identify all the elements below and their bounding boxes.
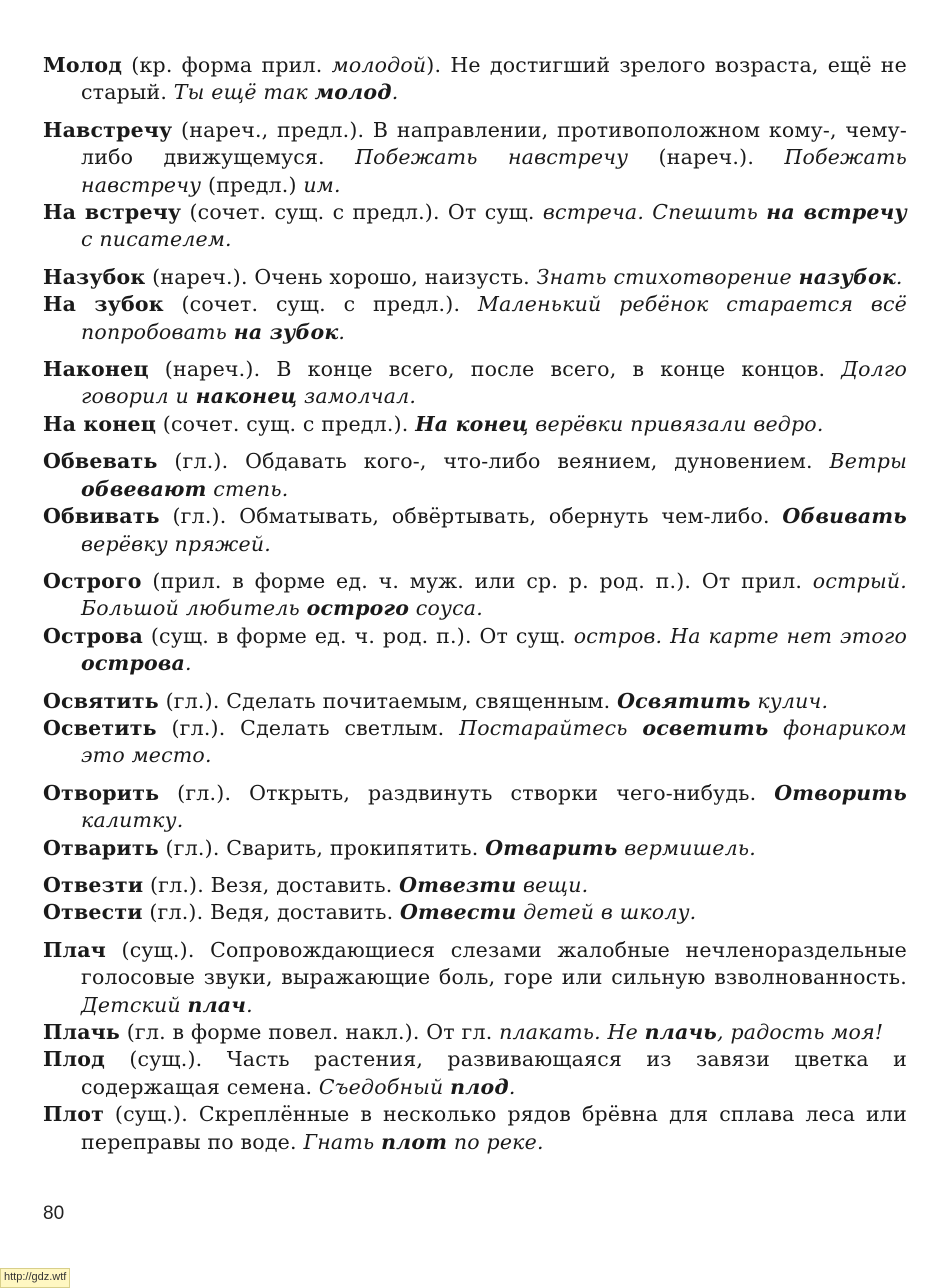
dictionary-entry-ostrova bbox=[43, 623, 907, 678]
entry-definition: (предл.) bbox=[201, 172, 304, 197]
entry-definition: (гл.). Ведя, доставить. bbox=[142, 900, 400, 925]
entry-headword: На встречу bbox=[43, 200, 182, 225]
dictionary-entry-plach-verb bbox=[43, 1019, 907, 1046]
entry-example-emphasis: осветить bbox=[642, 715, 769, 740]
entry-definition: (гл. в форме повел. накл.). От гл. bbox=[120, 1020, 500, 1044]
entry-example-emphasis: наконец bbox=[195, 384, 298, 409]
entry-example: калитку. bbox=[81, 808, 184, 833]
entry-headword: Обвевать bbox=[43, 449, 158, 474]
entry-definition: (сочет. сущ. с предл.). bbox=[163, 292, 478, 317]
entry-example: верёвку пряжей. bbox=[81, 531, 271, 556]
entry-headword: Молод bbox=[43, 53, 123, 77]
entry-example: фонариком это место. bbox=[81, 715, 907, 768]
watermark-link[interactable]: http://gdz.wtf bbox=[0, 1268, 70, 1288]
entry-example: Ветры bbox=[829, 449, 907, 474]
entry-definition: ). Не достигший зрелого возраста, ещё не старый. bbox=[81, 53, 907, 105]
entry-example: Съедобный bbox=[318, 1074, 451, 1099]
entry-headword: Острова bbox=[43, 623, 143, 648]
entry-headword: На зубок bbox=[43, 292, 164, 317]
entry-definition: (гл.). Сделать почитаемым, священным. bbox=[158, 688, 618, 713]
entry-example: . bbox=[895, 264, 903, 289]
entry-example-emphasis: на зубок bbox=[233, 319, 339, 344]
dictionary-entry-osvyatit bbox=[43, 688, 907, 715]
entry-example-emphasis: обвевают bbox=[81, 476, 207, 501]
entry-headword: Отворить bbox=[43, 780, 160, 805]
dictionary-entry-otvarit bbox=[43, 835, 907, 862]
entry-headword: Отвезти bbox=[43, 872, 144, 897]
entry-definition: (гл.). Обдавать кого-, что-либо веянием, дуновением. bbox=[157, 449, 830, 474]
entry-example: молодой bbox=[331, 53, 427, 77]
entry-example: по реке. bbox=[447, 1129, 544, 1154]
entry-headword: Плачь bbox=[43, 1020, 121, 1044]
entry-definition: (нареч.). В конце всего, после всего, в конце концов. bbox=[148, 357, 842, 382]
page-number: 80 bbox=[43, 1203, 65, 1224]
entry-example: , радость моя! bbox=[717, 1020, 884, 1044]
entry-definition: (сущ.). Часть растения, развивающаяся из завязи цветка и содержащая семена. bbox=[81, 1047, 907, 1099]
entry-example: Детский bbox=[81, 992, 188, 1017]
dictionary-entry-otvesti bbox=[43, 899, 907, 926]
entry-headword: Назубок bbox=[43, 264, 146, 289]
entry-definition: (нареч.). bbox=[628, 145, 785, 170]
entry-example-emphasis: Отвести bbox=[400, 900, 517, 925]
entry-example: Знать стихотворение bbox=[536, 264, 799, 289]
entry-definition: (гл.). Сделать светлым. bbox=[156, 715, 460, 740]
entry-example: острый. Большой любитель bbox=[81, 568, 907, 621]
dictionary-entry-osvetit bbox=[43, 715, 907, 770]
entry-example: замолчал. bbox=[297, 384, 417, 409]
entry-example-emphasis: острова bbox=[81, 651, 186, 676]
entry-example-emphasis: плот bbox=[381, 1129, 448, 1154]
entry-example: вещи. bbox=[516, 872, 589, 897]
dictionary-entry-na-zubok bbox=[43, 291, 907, 346]
entry-example: степь. bbox=[206, 476, 289, 501]
entry-example: встреча. Спешить bbox=[542, 200, 767, 225]
entry-example: . bbox=[246, 992, 253, 1017]
entry-definition: (сущ. в форме ед. ч. род. п.). От сущ. bbox=[142, 623, 574, 648]
dictionary-entry-plot bbox=[43, 1101, 907, 1156]
entry-example-emphasis: плачь bbox=[644, 1020, 718, 1044]
entry-example: Постарайтесь bbox=[459, 715, 643, 740]
entry-headword: Обвивать bbox=[43, 504, 160, 529]
entry-example-emphasis: Отвезти bbox=[399, 872, 517, 897]
entry-example: . bbox=[185, 651, 192, 676]
entry-headword: Отварить bbox=[43, 835, 159, 860]
dictionary-entry-plod bbox=[43, 1046, 907, 1101]
entry-example: плакать. Не bbox=[499, 1020, 645, 1044]
entry-definition: (прил. в форме ед. ч. муж. или ср. р. род. п.). От прил. bbox=[141, 568, 813, 593]
entry-example: вермишель. bbox=[617, 835, 756, 860]
entry-example-emphasis: Освятить bbox=[617, 688, 751, 713]
entry-definition: (гл.). Везя, доставить. bbox=[143, 872, 400, 897]
dictionary-entry-na-vstrechu bbox=[43, 199, 907, 254]
entry-example: верёвки привязали ведро. bbox=[528, 411, 824, 436]
dictionary-entry-navstrechu bbox=[43, 117, 907, 199]
entry-definition: (гл.). Обматывать, обвёртывать, обернуть чем-либо. bbox=[159, 504, 783, 529]
entry-example: Гнать bbox=[303, 1129, 382, 1154]
dictionary-entry-ostrogo bbox=[43, 568, 907, 623]
entry-definition: (сущ.). Сопровождающиеся слезами жалобные нечленораздельные голосовые звуки, выражающие боль, горе или сильную взволнованность. bbox=[81, 937, 907, 990]
dictionary-entry-otvezti bbox=[43, 872, 907, 899]
entry-definition: (гл.). Открыть, раздвинуть створки чего-нибудь. bbox=[159, 780, 775, 805]
dictionary-page bbox=[43, 52, 907, 1156]
entry-headword: На конец bbox=[43, 411, 157, 436]
entry-example: Долго говорил и bbox=[81, 357, 907, 409]
entry-example-emphasis: на встречу bbox=[766, 200, 907, 225]
entry-definition: (кр. форма прил. bbox=[122, 53, 332, 77]
entry-example: с писателем. bbox=[81, 227, 232, 252]
entry-definition: (нареч.). Очень хорошо, наизусть. bbox=[145, 264, 537, 289]
entry-example-emphasis: Отворить bbox=[774, 780, 907, 805]
entry-example-emphasis: назубок bbox=[798, 264, 896, 289]
entry-example: Побежать навстречу bbox=[81, 145, 907, 197]
entry-example: Побежать навстречу bbox=[355, 145, 629, 170]
entry-headword: Острого bbox=[43, 568, 142, 593]
entry-example: . bbox=[391, 80, 399, 105]
entry-definition: (гл.). Сварить, прокипятить. bbox=[158, 835, 486, 860]
entry-example-emphasis: Отварить bbox=[485, 835, 618, 860]
entry-headword: Плот bbox=[43, 1102, 104, 1127]
entry-definition: (нареч., предл.). В направлении, противоположном кому-, чему-либо движущемуся. bbox=[81, 117, 907, 170]
entry-definition: (сочет. сущ. с предл.). От сущ. bbox=[181, 200, 543, 225]
entry-headword: Плач bbox=[43, 937, 106, 962]
entry-example-emphasis: плод bbox=[450, 1074, 509, 1099]
entry-example: соуса. bbox=[409, 596, 483, 621]
entry-example-emphasis: плач bbox=[187, 992, 247, 1017]
entry-example-emphasis: острого bbox=[306, 596, 410, 621]
entry-example-emphasis: На конец bbox=[415, 411, 529, 436]
entry-headword: Наконец bbox=[43, 357, 149, 382]
dictionary-entry-obvevat bbox=[43, 448, 907, 503]
dictionary-entry-otvorit bbox=[43, 780, 907, 835]
entry-example-emphasis: молод bbox=[314, 80, 392, 105]
entry-example: . bbox=[508, 1074, 516, 1099]
dictionary-entry-na-konec bbox=[43, 411, 907, 438]
dictionary-entry-plach bbox=[43, 937, 907, 1019]
dictionary-entry-molod bbox=[43, 52, 907, 107]
dictionary-entry-nazubok bbox=[43, 264, 907, 291]
entry-headword: Освятить bbox=[43, 688, 159, 713]
entry-example: Маленький ребёнок старается всё попробовать bbox=[81, 292, 907, 344]
entry-headword: Плод bbox=[43, 1047, 105, 1072]
entry-example: детей в школу. bbox=[516, 900, 697, 925]
entry-example-emphasis: Обвивать bbox=[782, 504, 907, 529]
entry-example: Ты ещё так bbox=[173, 80, 315, 105]
entry-headword: Осветить bbox=[43, 715, 157, 740]
entry-headword: Навстречу bbox=[43, 117, 173, 142]
dictionary-entry-obvivat bbox=[43, 503, 907, 558]
dictionary-entry-nakonec bbox=[43, 356, 907, 411]
entry-example: . bbox=[338, 319, 346, 344]
entry-headword: Отвести bbox=[43, 900, 143, 925]
entry-example: им. bbox=[303, 172, 341, 197]
entry-definition: (сочет. сущ. с предл.). bbox=[156, 411, 416, 436]
entry-definition: (сущ.). Скреплённые в несколько рядов брёвна для сплава леса или переправы по воде. bbox=[81, 1102, 907, 1154]
entry-example: кулич. bbox=[750, 688, 829, 713]
entry-example: остров. На карте нет этого bbox=[573, 623, 907, 648]
